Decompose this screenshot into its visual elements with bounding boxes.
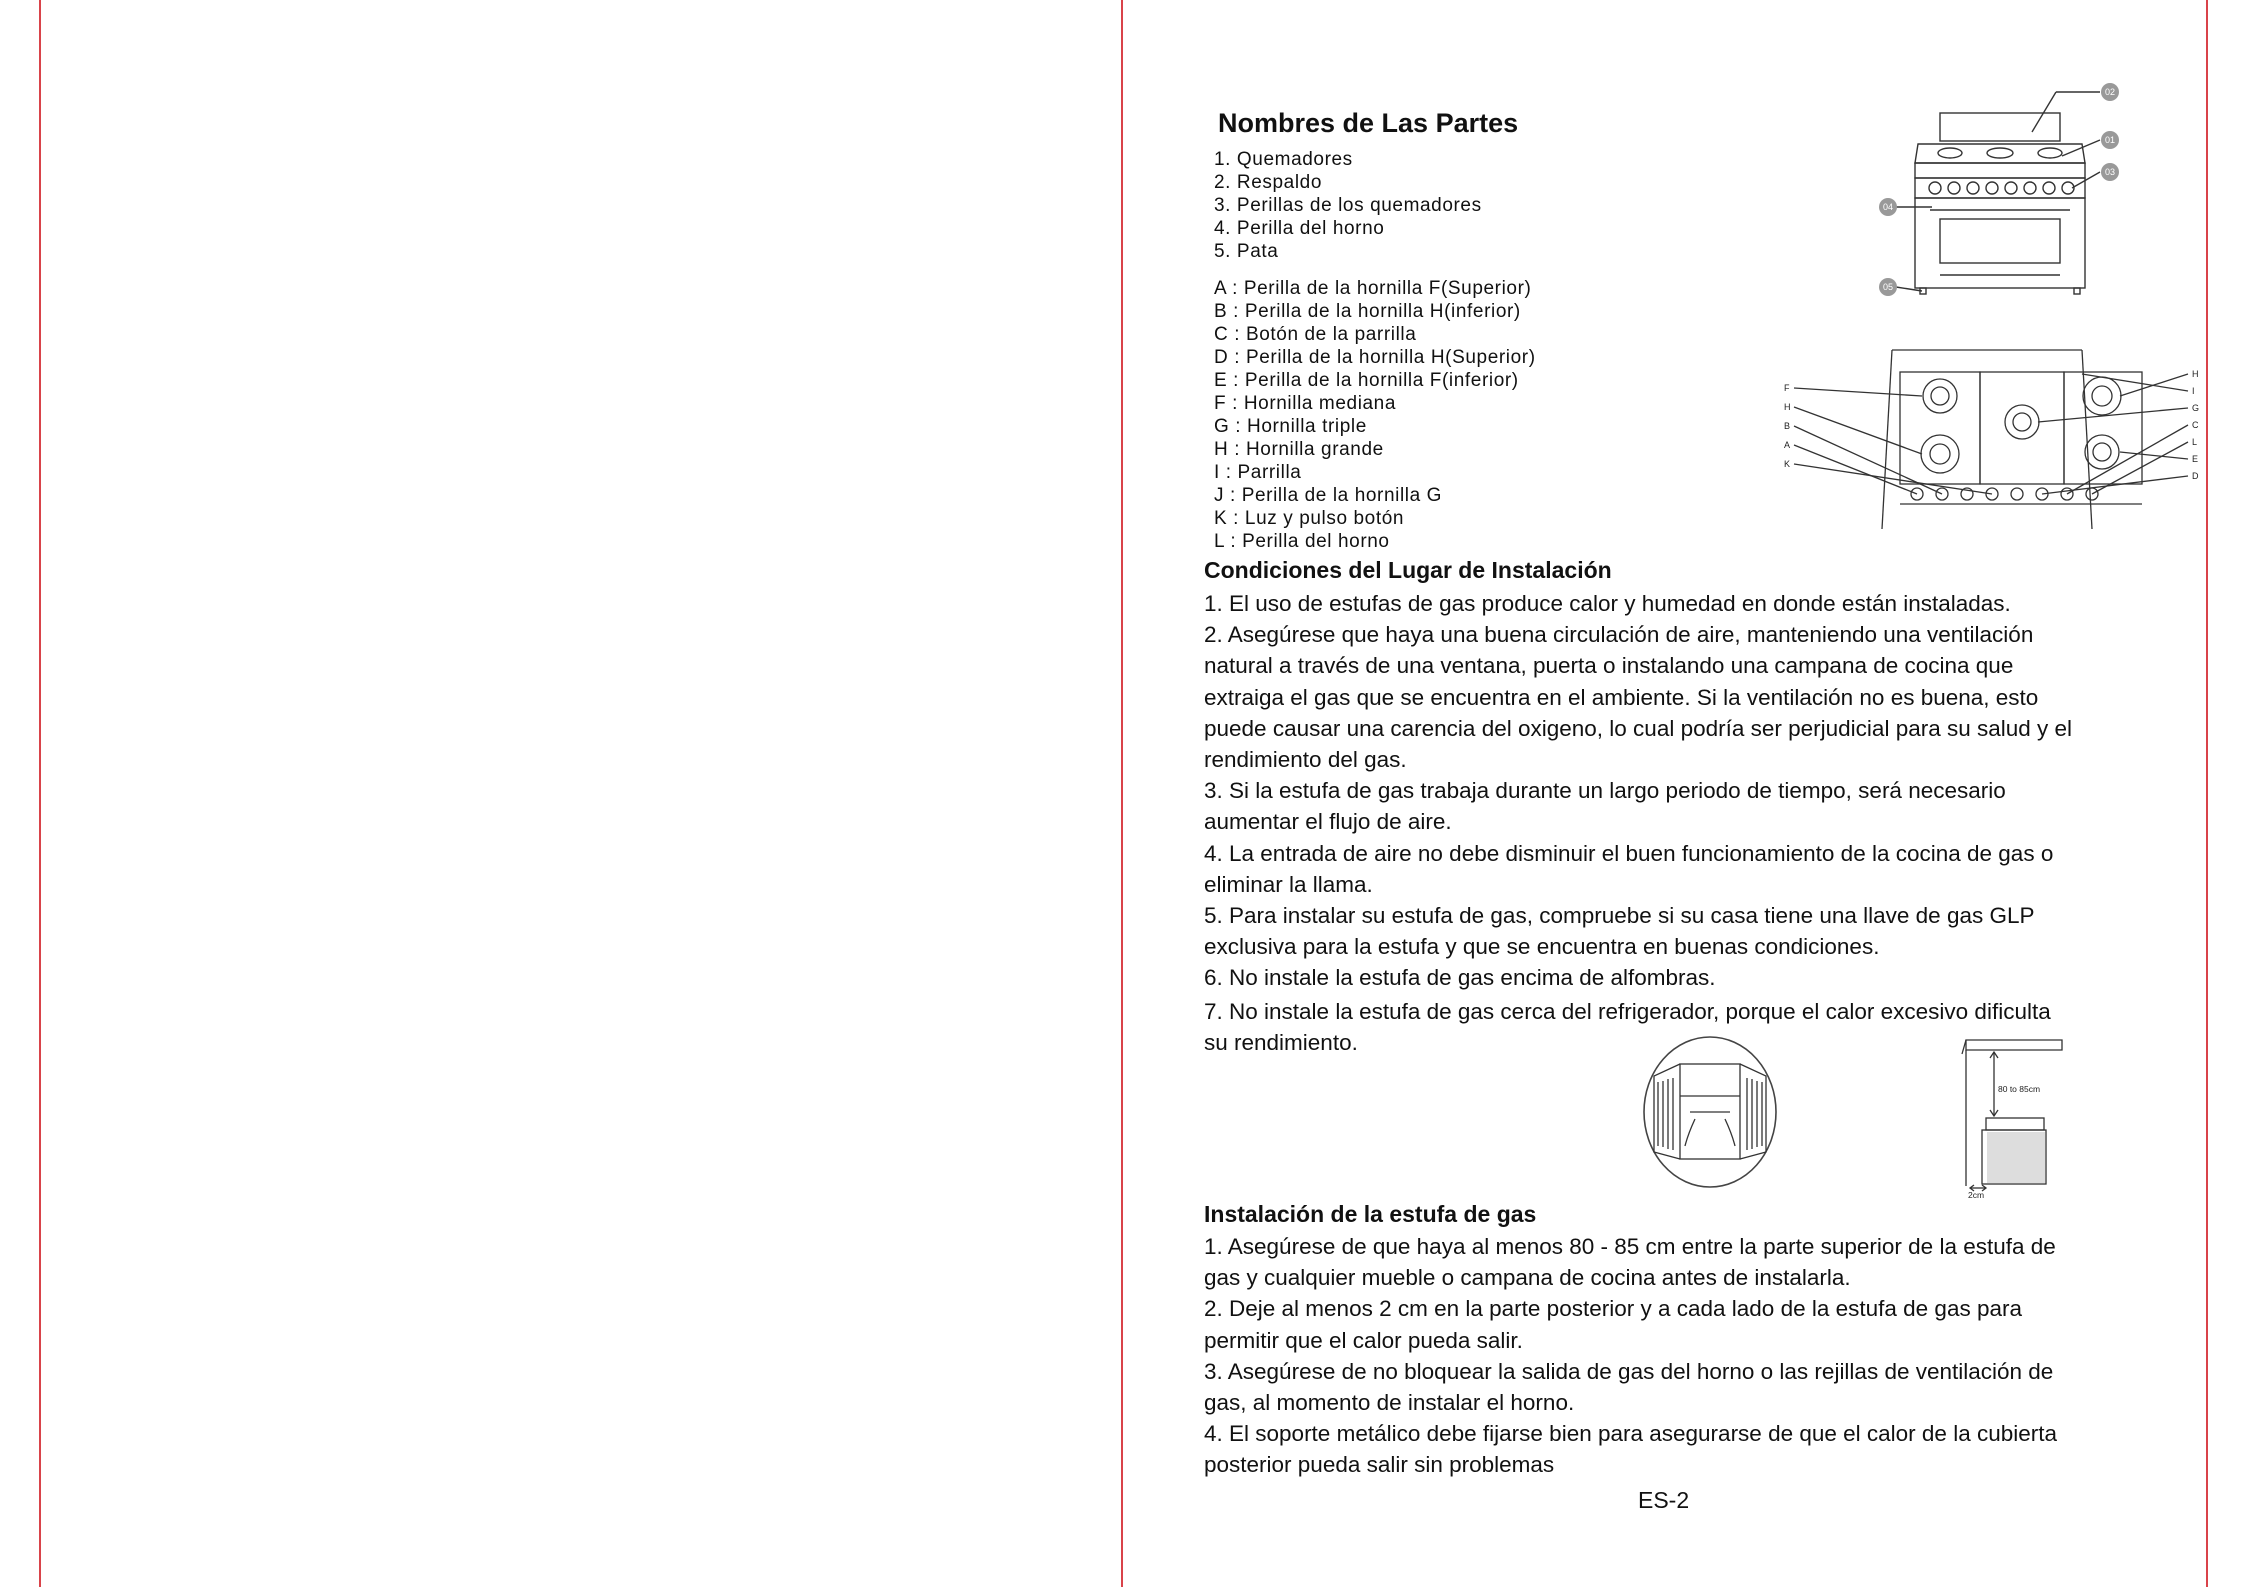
left-page-border-left	[39, 0, 41, 1587]
installation-text	[1204, 1231, 2124, 1481]
conditions-title: Condiciones del Lugar de Instalación	[1204, 557, 1612, 583]
parts-list	[1214, 148, 1482, 263]
knob-item: L : Perilla del horno	[1214, 531, 1390, 552]
conditions-line: extraiga el gas que se encuentra en el ambiente. Si la ventilación no es buena, esto	[1204, 684, 2039, 710]
cooktop-label-b: B	[1784, 421, 1791, 431]
refrigerator-illustration	[1640, 1034, 1780, 1190]
cooktop-label-h: H	[2192, 369, 2199, 379]
conditions-line: 4. La entrada de aire no debe disminuir el buen funcionamiento de la cocina de gas o	[1204, 840, 2054, 866]
conditions-line: exclusiva para la estufa y que se encuentra en buenas condiciones.	[1204, 934, 1880, 960]
manual-page-es-2	[1122, 0, 2208, 1587]
conditions-line: 7. No instale la estufa de gas cerca del refrigerador, porque el calor excesivo dificulta	[1204, 998, 2051, 1024]
conditions-line: 2. Asegúrese que haya una buena circulación de aire, manteniendo una ventilación	[1204, 622, 2034, 648]
conditions-line: rendimiento del gas.	[1204, 747, 1407, 773]
conditions-line: eliminar la llama.	[1204, 871, 1373, 897]
cooktop-label-k: K	[1784, 459, 1791, 469]
conditions-text	[1204, 588, 2124, 1058]
cooktop-label-h: H	[1784, 402, 1791, 412]
clearance-label: 80 to 85cm	[1998, 1084, 2041, 1094]
conditions-line: aumentar el flujo de aire.	[1204, 809, 1452, 835]
conditions-line: natural a través de una ventana, puerta o instalando una campana de cocina que	[1204, 653, 2014, 679]
part-item: 3. Perillas de los quemadores	[1214, 195, 1482, 216]
cooktop-label-f: F	[1784, 383, 1790, 393]
part-item: 5. Pata	[1214, 241, 1279, 262]
knob-item: G : Hornilla triple	[1214, 416, 1367, 437]
cooktop-label-c: C	[2192, 420, 2199, 430]
installation-title: Instalación de la estufa de gas	[1204, 1201, 1537, 1227]
installation-line: 4. El soporte metálico debe fijarse bien para asegurarse de que el calor de la cubierta	[1204, 1421, 2058, 1447]
knob-item: F : Hornilla mediana	[1214, 393, 1397, 414]
callout-05: 05	[1882, 282, 1894, 292]
cooktop-label-e: E	[2192, 454, 2199, 464]
conditions-line: 3. Si la estufa de gas trabaja durante un largo periodo de tiempo, será necesario	[1204, 778, 2006, 804]
installation-line: 2. Deje al menos 2 cm en la parte posterior y a cada lado de la estufa de gas para	[1204, 1296, 2022, 1322]
knob-item: B : Perilla de la hornilla H(inferior)	[1214, 301, 1521, 322]
knob-item: H : Hornilla grande	[1214, 439, 1384, 460]
conditions-line: 6. No instale la estufa de gas encima de alfombras.	[1204, 965, 1716, 991]
installation-clearance-diagram	[1954, 1036, 2084, 1198]
knob-item: J : Perilla de la hornilla G	[1214, 485, 1443, 506]
installation-line: 3. Asegúrese de no bloquear la salida de gas del horno o las rejillas de ventilación de	[1204, 1358, 2054, 1384]
knob-item: I : Parrilla	[1214, 462, 1302, 483]
conditions-line: su rendimiento.	[1204, 1029, 1358, 1055]
part-item: 4. Perilla del horno	[1214, 218, 1385, 239]
knob-item: K : Luz y pulso botón	[1214, 508, 1405, 529]
callout-03: 03	[2104, 167, 2116, 177]
callout-01: 01	[2104, 135, 2116, 145]
installation-line: gas, al momento de instalar el horno.	[1204, 1390, 1575, 1416]
conditions-line: 5. Para instalar su estufa de gas, compruebe si su casa tiene una llave de gas GLP	[1204, 903, 2035, 929]
knob-item: E : Perilla de la hornilla F(inferior)	[1214, 370, 1519, 391]
cooktop-diagram	[1782, 344, 2222, 534]
knob-item: D : Perilla de la hornilla H(Superior)	[1214, 347, 1536, 368]
conditions-line: puede causar una carencia del oxigeno, lo cual podría ser perjudicial para su salud y el	[1204, 715, 2073, 741]
installation-line: posterior pueda salir sin problemas	[1204, 1452, 1555, 1478]
cooktop-label-d: D	[2192, 471, 2199, 481]
installation-line: 1. Asegúrese de que haya al menos 80 - 85 cm entre la parte superior de la estufa de	[1204, 1234, 2056, 1259]
stove-diagram	[1800, 78, 2220, 318]
page-number: ES-2	[1638, 1487, 1690, 1513]
callout-04: 04	[1882, 202, 1894, 212]
cooktop-label-g: G	[2192, 403, 2200, 413]
cooktop-label-l: L	[2192, 437, 2198, 447]
installation-line: gas y cualquier mueble o campana de cocina antes de instalarla.	[1204, 1265, 1851, 1291]
knob-legend-list	[1214, 277, 1536, 553]
knob-item: A : Perilla de la hornilla F(Superior)	[1214, 278, 1532, 299]
installation-line: permitir que el calor pueda salir.	[1204, 1327, 1523, 1353]
parts-title: Nombres de Las Partes	[1218, 108, 1519, 138]
part-item: 2. Respaldo	[1214, 172, 1323, 193]
cooktop-label-a: A	[1784, 440, 1791, 450]
callout-02: 02	[2104, 87, 2116, 97]
conditions-line: 1. El uso de estufas de gas produce calor y humedad en donde están instaladas.	[1204, 591, 2011, 616]
cooktop-label-i: I	[2192, 386, 2195, 396]
part-item: 1. Quemadores	[1214, 149, 1353, 170]
knob-item: C : Botón de la parrilla	[1214, 324, 1417, 345]
side-gap-label: 2cm	[1968, 1190, 1985, 1198]
